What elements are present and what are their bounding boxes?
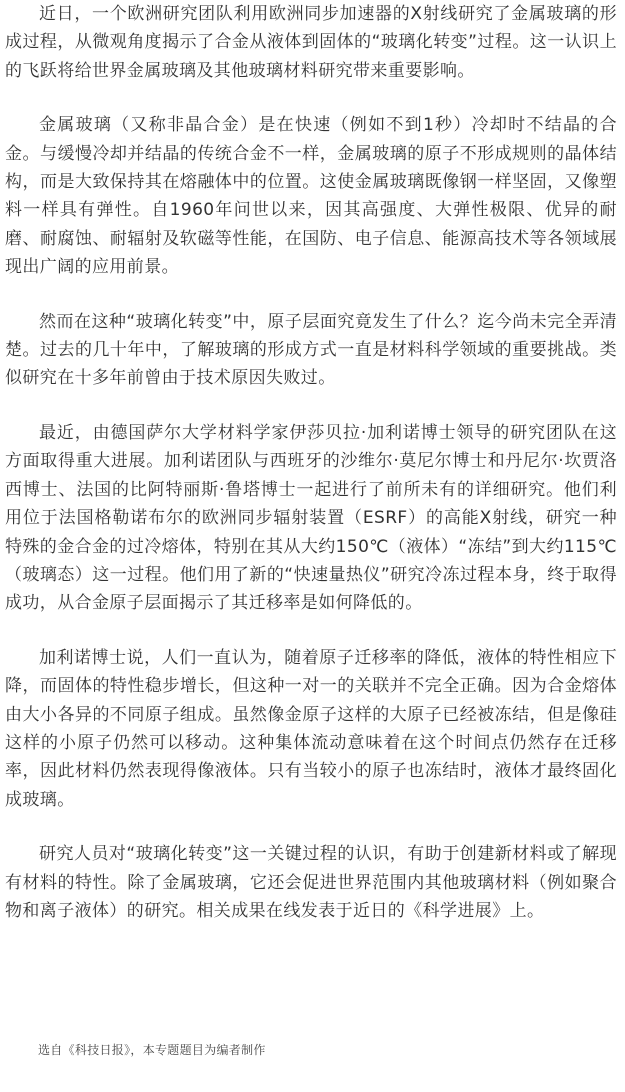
paragraph-1: 近日，一个欧洲研究团队利用欧洲同步加速器的X射线研究了金属玻璃的形成过程，从微观角度揭示了合金从液体到固体的“玻璃化转变”过程。这一认识上的飞跃将给世界金属玻璃及其他玻璃材料研究带来重要影响。 (5, 4, 617, 81)
source-note: 选自《科技日报》，本专题题目为编者制作 (38, 1043, 266, 1057)
paragraph-3: 然而在这种“玻璃化转变”中，原子层面究竟发生了什么？迄今尚未完全弄清楚。过去的几十年中，了解玻璃的形成方式一直是材料科学领域的重要挑战。类似研究在十多年前曾由于技术原因失败过。 (5, 311, 617, 389)
paragraph-5: 加利诺博士说，人们一直认为，随着原子迁移率的降低，液体的特性相应下降，而固体的特性稳步增长，但这种一对一的关联并不完全正确。因为合金熔体由大小各异的不同原子组成。虽然像金原子这样的大原子已经被冻结，但是像硅这样的小原子仍然可以移动。这种集体流动意味着在这个时间点仍然存在迁移率，因此材料仍然表现得像液体。只有当较小的原子也冻结时，液体才最终固化成玻璃。 (5, 647, 617, 810)
article-body (5, 0, 617, 925)
paragraph-6: 研究人员对“玻璃化转变”这一关键过程的认识，有助于创建新材料或了解现有材料的特性。除了金属玻璃，它还会促进世界范围内其他玻璃材料（例如聚合物和离子液体）的研究。相关成果在线发表于近日的《科学进展》上。 (5, 844, 617, 921)
paragraph-4: 最近，由德国萨尔大学材料学家伊莎贝拉·加利诺博士领导的研究团队在这方面取得重大进展。加利诺团队与西班牙的沙维尔·莫尼尔博士和丹尼尔·坎贾洛西博士、法国的比阿特丽斯·鲁塔博士一起进行了前所未有的详细研究。他们利用位于法国格勒诺布尔的欧洲同步辐射装置（ESRF）的高能X射线，研究一种特殊的金合金的过冷熔体，特别在其从大约150℃（液体）“冻结”到大约115℃（玻璃态）这一过程。他们用了新的“快速量热仪”研究冷冻过程本身，终于取得成功，从合金原子层面揭示了其迁移率是如何降低的。 (5, 422, 617, 614)
paragraph-2: 金属玻璃（又称非晶合金）是在快速（例如不到1秒）冷却时不结晶的合金。与缓慢冷却并结晶的传统合金不一样，金属玻璃的原子不形成规则的晶体结构，而是大致保持其在熔融体中的位置。这使金属玻璃既像钢一样坚固，又像塑料一样具有弹性。自1960年问世以来，因其高强度、大弹性极限、优异的耐磨、耐腐蚀、耐辐射及软磁等性能，在国防、电子信息、能源高技术等各领域展现出广阔的应用前景。 (5, 115, 617, 278)
